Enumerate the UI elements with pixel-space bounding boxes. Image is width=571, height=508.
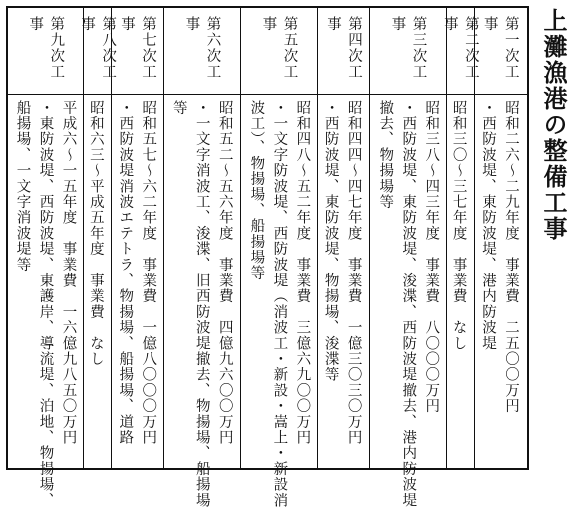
phase-details xyxy=(85,100,112,464)
phase-column xyxy=(318,8,369,468)
phase-details xyxy=(164,100,240,508)
detail-line: 船揚場、一文字消波堤等 xyxy=(14,100,31,273)
phase-details xyxy=(447,100,474,464)
detail-line: 昭和四八～五二年度 事業費 三億六九〇〇万円 xyxy=(294,100,311,446)
phase-details xyxy=(475,100,527,464)
detail-line: 昭和五七～六二年度 事業費 一億八〇〇〇万円 xyxy=(140,100,157,446)
phase-name: 第五次工事 xyxy=(260,16,298,80)
phase-details xyxy=(8,100,84,508)
phase-name: 第六次工事 xyxy=(183,16,221,80)
detail-line: ・一文字消波工、浚渫、旧西防波堤撤去、物揚場、船揚場 xyxy=(193,100,210,508)
detail-line: ・東防波堤、西防波堤、東護岸、導流堤、泊地、物揚場、 xyxy=(37,100,54,508)
detail-line: 波工）、物揚場、船揚場等 xyxy=(248,100,265,282)
detail-line: 昭和三〇～三七年度 事業費 なし xyxy=(450,100,467,352)
phase-details xyxy=(112,100,164,464)
phase-name: 第九次工事 xyxy=(27,16,65,80)
phase-name: 第八次工事 xyxy=(79,16,117,80)
phase-name: 第二次工事 xyxy=(441,16,479,80)
detail-line: ・西防波堤、東防波堤、浚渫、西防波堤撤去、港内防波堤 xyxy=(400,100,417,508)
detail-line: 等 xyxy=(170,100,187,116)
detail-line: 昭和五二～五六年度 事業費 四億九六〇〇万円 xyxy=(216,100,233,446)
phase-column xyxy=(79,8,117,468)
phase-column xyxy=(112,8,164,468)
phase-details xyxy=(241,100,319,508)
detail-line: 平成六～一五年度 事業費 一六億九八五〇万円 xyxy=(60,100,77,446)
phase-column xyxy=(8,8,84,508)
detail-line: 昭和三八～四三年度 事業費 八〇〇〇万円 xyxy=(423,100,440,414)
page-title: 上灘漁港の整備工事 xyxy=(539,8,567,242)
detail-line: 撤去、物揚場等 xyxy=(377,100,394,210)
phase-column xyxy=(241,8,319,508)
phase-name: 第四次工事 xyxy=(325,16,362,80)
works-table xyxy=(6,6,529,508)
phase-name: 第七次工事 xyxy=(119,16,157,80)
phase-details xyxy=(370,100,448,508)
detail-line: 昭和四四～四七年度 事業費 一億三〇三〇万円 xyxy=(345,100,362,446)
detail-line: 昭和六三～平成五年度 事業費 なし xyxy=(87,100,104,367)
detail-line: ・西防波堤、東防波堤、物揚場、浚渫等 xyxy=(322,100,339,383)
detail-line: 昭和二六～二九年度 事業費 二五〇〇万円 xyxy=(503,100,519,414)
phase-column xyxy=(164,8,240,508)
phase-name: 第三次工事 xyxy=(389,16,427,80)
phase-column xyxy=(370,8,448,508)
phase-column xyxy=(475,8,527,468)
detail-line: ・西防波堤、東防波堤、港内防波堤 xyxy=(480,100,496,352)
phase-details xyxy=(318,100,369,464)
detail-line: ・西防波堤消波エテトラ、物揚場、船揚場、道路 xyxy=(117,100,134,446)
detail-line: ・一文字防波堤、西防波堤（消波工・新設・嵩上・新設消 xyxy=(271,100,288,508)
phase-column xyxy=(441,8,479,468)
phase-name: 第一次工事 xyxy=(481,16,519,80)
